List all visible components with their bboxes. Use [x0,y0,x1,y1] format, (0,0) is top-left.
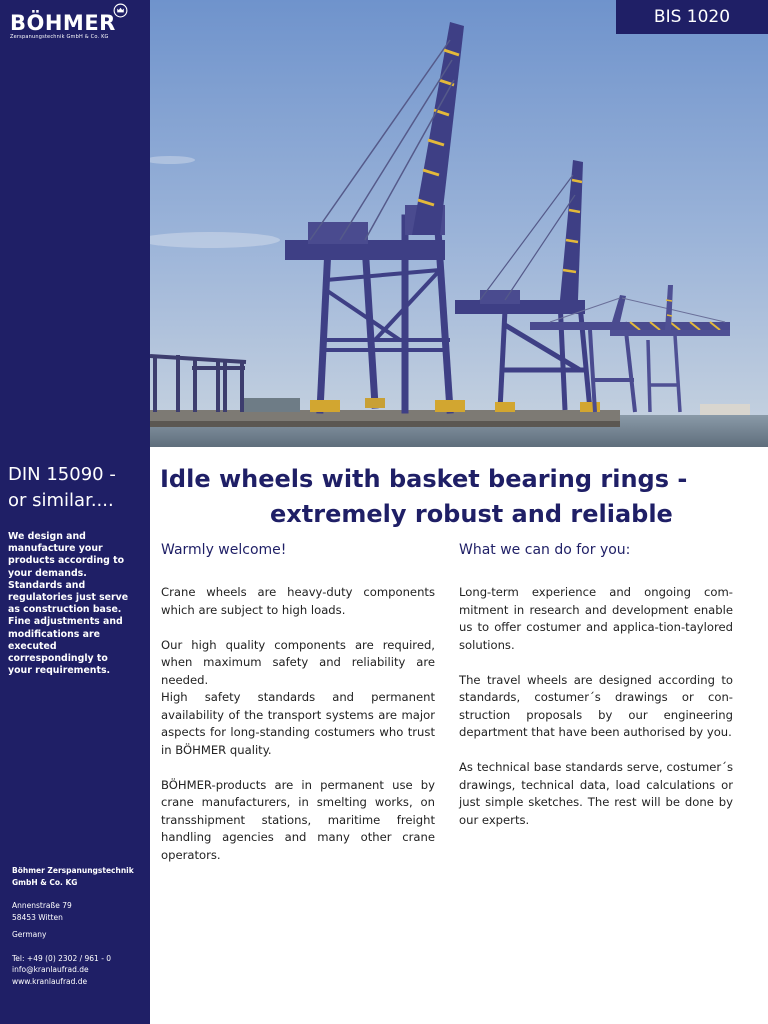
din-line-1: DIN 15090 - [8,464,116,485]
sidebar-intro: We design and manufacture your products according to your demands. Standards and regulatories just serve as construction base. Fine adjustments and modifications are executed correspondingly to your requirements. [8,531,129,677]
brand-name: BÖHMER [10,11,116,35]
welcome-column [161,540,435,864]
company-name-line-1: Böhmer Zerspanungstechnik [12,866,134,875]
contact-email[interactable]: info@kranlaufrad.de [12,965,89,974]
title-line-2: extremely robust and reliable [270,500,673,528]
title-line-1: Idle wheels with basket bearing rings - [160,465,688,493]
document-code-badge: BIS 1020 [616,0,768,34]
address-city: 58453 Witten [12,912,63,922]
welcome-paragraph-1: Crane wheels are heavy-duty components which are subject to high loads. [161,585,435,617]
brand-tagline: Zerspanungstechnik GmbH & Co. KG [10,34,109,40]
address-street: Annenstraße 79 [12,901,72,910]
welcome-paragraph-3: High safety standards and permanent availability of the transport systems are major aspects for long-standing costumers who trust in BÖHMER quality. [161,690,435,757]
services-paragraph-1: Long-term experience and ongoing com-mitment in research and development enable us to offer costumer and applica-tion-taylored solutions. [459,585,733,652]
company-name-line-2: GmbH & Co. KG [12,877,78,887]
din-standard-title [8,462,148,514]
sidebar [0,0,150,1024]
contact-phone[interactable]: Tel: +49 (0) 2302 / 961 - 0 [12,953,112,963]
services-column [459,540,733,829]
company-address [12,865,148,987]
address-country: Germany [12,930,47,939]
crown-shield-icon [113,3,128,18]
page-title [160,462,760,532]
services-paragraph-3: As technical base standards serve, costumer´s drawings, technical data, load calculations or just simple sketches. The rest will be done by our experts. [459,760,733,827]
welcome-paragraph-4: BÖHMER-products are in permanent use by crane manufacturers, in smelting works, on transshipment stations, maritime freight handling agencies and many other crane operators. [161,777,435,862]
welcome-heading: Warmly welcome! [161,542,287,558]
hero-photo-port-cranes [150,0,768,447]
port-cranes-illustration [150,0,768,447]
services-heading: What we can do for you: [459,542,631,558]
welcome-paragraph-2: Our high quality components are required, when maximum safety and reliability are needed. [161,637,435,687]
din-line-2: or similar.... [8,490,114,511]
services-paragraph-2: The travel wheels are designed according to standards, costumer´s drawings or con-struction proposals by our engineering department that have been authorised by you. [459,672,733,739]
contact-website[interactable]: www.kranlaufrad.de [12,976,88,986]
brand-logo[interactable] [10,12,116,41]
